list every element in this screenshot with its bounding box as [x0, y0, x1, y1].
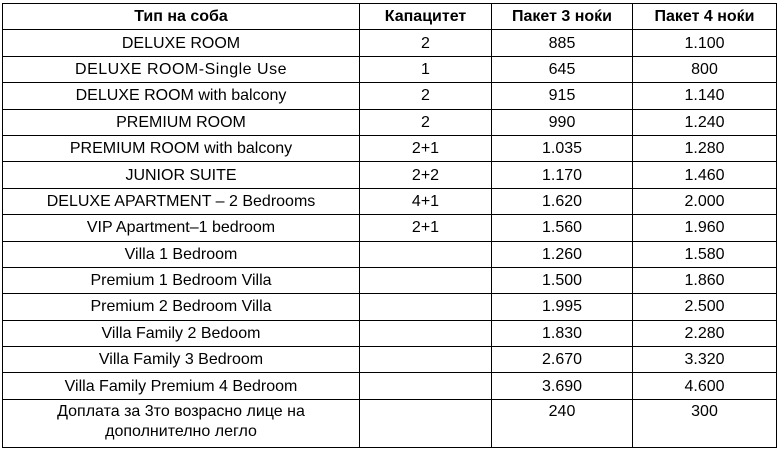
price-3-nights-cell: 1.620 — [492, 188, 633, 214]
room-type-cell: Villa Family 2 Bedoom — [3, 320, 360, 346]
capacity-cell — [360, 267, 492, 293]
room-type-cell: Villa Family 3 Bedroom — [3, 347, 360, 373]
price-4-nights-cell: 1.860 — [633, 267, 777, 293]
price-4-nights-cell: 3.320 — [633, 347, 777, 373]
room-type-cell: Доплата за 3то возрасно лице на дополнително легло — [3, 399, 360, 447]
table-row — [3, 320, 777, 346]
table-row — [3, 294, 777, 320]
table-row — [3, 56, 777, 82]
table-row — [3, 135, 777, 161]
price-3-nights-cell: 990 — [492, 109, 633, 135]
room-type-cell: DELUXE ROOM-Single Use — [3, 56, 360, 82]
price-3-nights-cell: 1.170 — [492, 162, 633, 188]
price-3-nights-cell: 240 — [492, 399, 633, 447]
price-4-nights-cell: 1.100 — [633, 30, 777, 56]
price-4-nights-cell: 2.500 — [633, 294, 777, 320]
header-row — [3, 4, 777, 30]
header-package-3-nights: Пакет 3 ноќи — [492, 4, 633, 30]
price-3-nights-cell: 1.500 — [492, 267, 633, 293]
price-4-nights-cell: 800 — [633, 56, 777, 82]
capacity-cell: 2 — [360, 83, 492, 109]
room-type-cell: PREMIUM ROOM — [3, 109, 360, 135]
table-row — [3, 399, 777, 447]
table-row — [3, 347, 777, 373]
price-4-nights-cell: 1.240 — [633, 109, 777, 135]
capacity-cell: 1 — [360, 56, 492, 82]
price-3-nights-cell: 645 — [492, 56, 633, 82]
room-type-cell: Villa 1 Bedroom — [3, 241, 360, 267]
price-4-nights-cell: 2.280 — [633, 320, 777, 346]
price-4-nights-cell: 300 — [633, 399, 777, 447]
price-3-nights-cell: 1.830 — [492, 320, 633, 346]
table-row — [3, 267, 777, 293]
table-row — [3, 83, 777, 109]
table-row — [3, 30, 777, 56]
capacity-cell — [360, 373, 492, 399]
price-4-nights-cell: 1.460 — [633, 162, 777, 188]
table-row — [3, 241, 777, 267]
price-4-nights-cell: 1.140 — [633, 83, 777, 109]
header-capacity: Капацитет — [360, 4, 492, 30]
capacity-cell — [360, 320, 492, 346]
capacity-cell — [360, 294, 492, 320]
table-row — [3, 373, 777, 399]
header-package-4-nights: Пакет 4 ноќи — [633, 4, 777, 30]
capacity-cell — [360, 399, 492, 447]
capacity-cell — [360, 347, 492, 373]
room-price-table — [2, 3, 777, 448]
price-4-nights-cell: 4.600 — [633, 373, 777, 399]
price-4-nights-cell: 1.280 — [633, 135, 777, 161]
price-3-nights-cell: 1.995 — [492, 294, 633, 320]
room-type-cell: DELUXE ROOM — [3, 30, 360, 56]
capacity-cell: 2+2 — [360, 162, 492, 188]
room-type-cell: Villa Family Premium 4 Bedroom — [3, 373, 360, 399]
price-3-nights-cell: 915 — [492, 83, 633, 109]
price-3-nights-cell: 1.560 — [492, 215, 633, 241]
price-3-nights-cell: 1.260 — [492, 241, 633, 267]
table-row — [3, 188, 777, 214]
price-4-nights-cell: 2.000 — [633, 188, 777, 214]
room-type-cell: Premium 1 Bedroom Villa — [3, 267, 360, 293]
table-row — [3, 215, 777, 241]
price-3-nights-cell: 3.690 — [492, 373, 633, 399]
header-room-type: Тип на соба — [3, 4, 360, 30]
capacity-cell — [360, 241, 492, 267]
capacity-cell: 2 — [360, 109, 492, 135]
room-type-cell: Premium 2 Bedroom Villa — [3, 294, 360, 320]
room-type-cell: JUNIOR SUITE — [3, 162, 360, 188]
capacity-cell: 2 — [360, 30, 492, 56]
capacity-cell: 2+1 — [360, 135, 492, 161]
price-4-nights-cell: 1.580 — [633, 241, 777, 267]
price-3-nights-cell: 885 — [492, 30, 633, 56]
table-row — [3, 162, 777, 188]
price-3-nights-cell: 2.670 — [492, 347, 633, 373]
capacity-cell: 2+1 — [360, 215, 492, 241]
room-type-cell: DELUXE ROOM with balcony — [3, 83, 360, 109]
capacity-cell: 4+1 — [360, 188, 492, 214]
price-3-nights-cell: 1.035 — [492, 135, 633, 161]
room-type-cell: PREMIUM ROOM with balcony — [3, 135, 360, 161]
room-type-cell: DELUXE APARTMENT – 2 Bedrooms — [3, 188, 360, 214]
table-row — [3, 109, 777, 135]
room-type-cell: VIP Apartment–1 bedroom — [3, 215, 360, 241]
price-4-nights-cell: 1.960 — [633, 215, 777, 241]
